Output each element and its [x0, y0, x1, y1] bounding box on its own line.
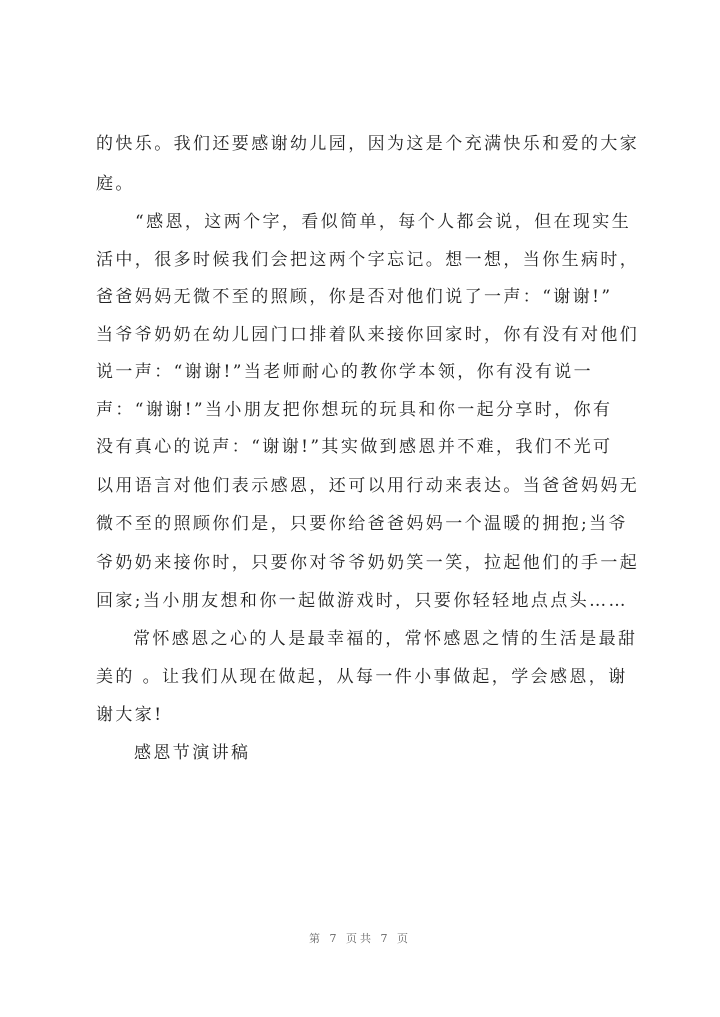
text-line-6: 当爷爷奶奶在幼儿园门口排着队来接你回家时，你有没有对他们: [96, 325, 640, 345]
text-line-7: 说一声：“谢谢!”当老师耐心的教你学本领，你有没有说一: [96, 362, 594, 382]
text-line-11: 微不至的照顾你们是，只要你给爸爸妈妈一个温暖的拥抱;当爷: [96, 514, 628, 534]
text-line-10: 以用语言对他们表示感恩，还可以用行动来表达。当爸爸妈妈无: [96, 476, 640, 496]
text-line-2: 庭。: [96, 174, 135, 194]
text-line-5: 爸爸妈妈无微不至的照顾，你是否对他们说了一声：“谢谢!”: [96, 287, 613, 307]
text-line-15: 美的 。让我们从现在做起，从每一件小事做起，学会感恩，谢: [96, 667, 628, 687]
paragraph-3-first-line: 常怀感恩之心的人是最幸福的，常怀感恩之情的生活是最甜: [133, 629, 638, 649]
text-line-4: 活中，很多时候我们会把这两个字忘记。想一想，当你生病时，: [96, 250, 640, 270]
text-line-13: 回家;当小朋友想和你一起做游戏时，只要你轻轻地点点头……: [96, 591, 628, 611]
text-line-12: 爷奶奶来接你时，只要你对爷爷奶奶笑一笑，拉起他们的手一起: [96, 553, 640, 573]
text-line-16: 谢大家!: [96, 705, 164, 725]
text-line-8: 声：“谢谢!”当小朋友把你想玩的玩具和你一起分享时，你有: [96, 400, 613, 420]
page-number-footer: 第 7 页共 7 页: [309, 932, 411, 945]
text-line-1: 的快乐。我们还要感谢幼儿园，因为这是个充满快乐和爱的大家: [96, 134, 640, 154]
paragraph-2-first-line: “感恩，这两个字，看似简单，每个人都会说，但在现实生: [135, 212, 632, 232]
closing-title: 感恩节演讲稿: [134, 743, 251, 763]
text-line-9: 没有真心的说声：“谢谢!”其实做到感恩并不难，我们不光可: [96, 437, 613, 457]
